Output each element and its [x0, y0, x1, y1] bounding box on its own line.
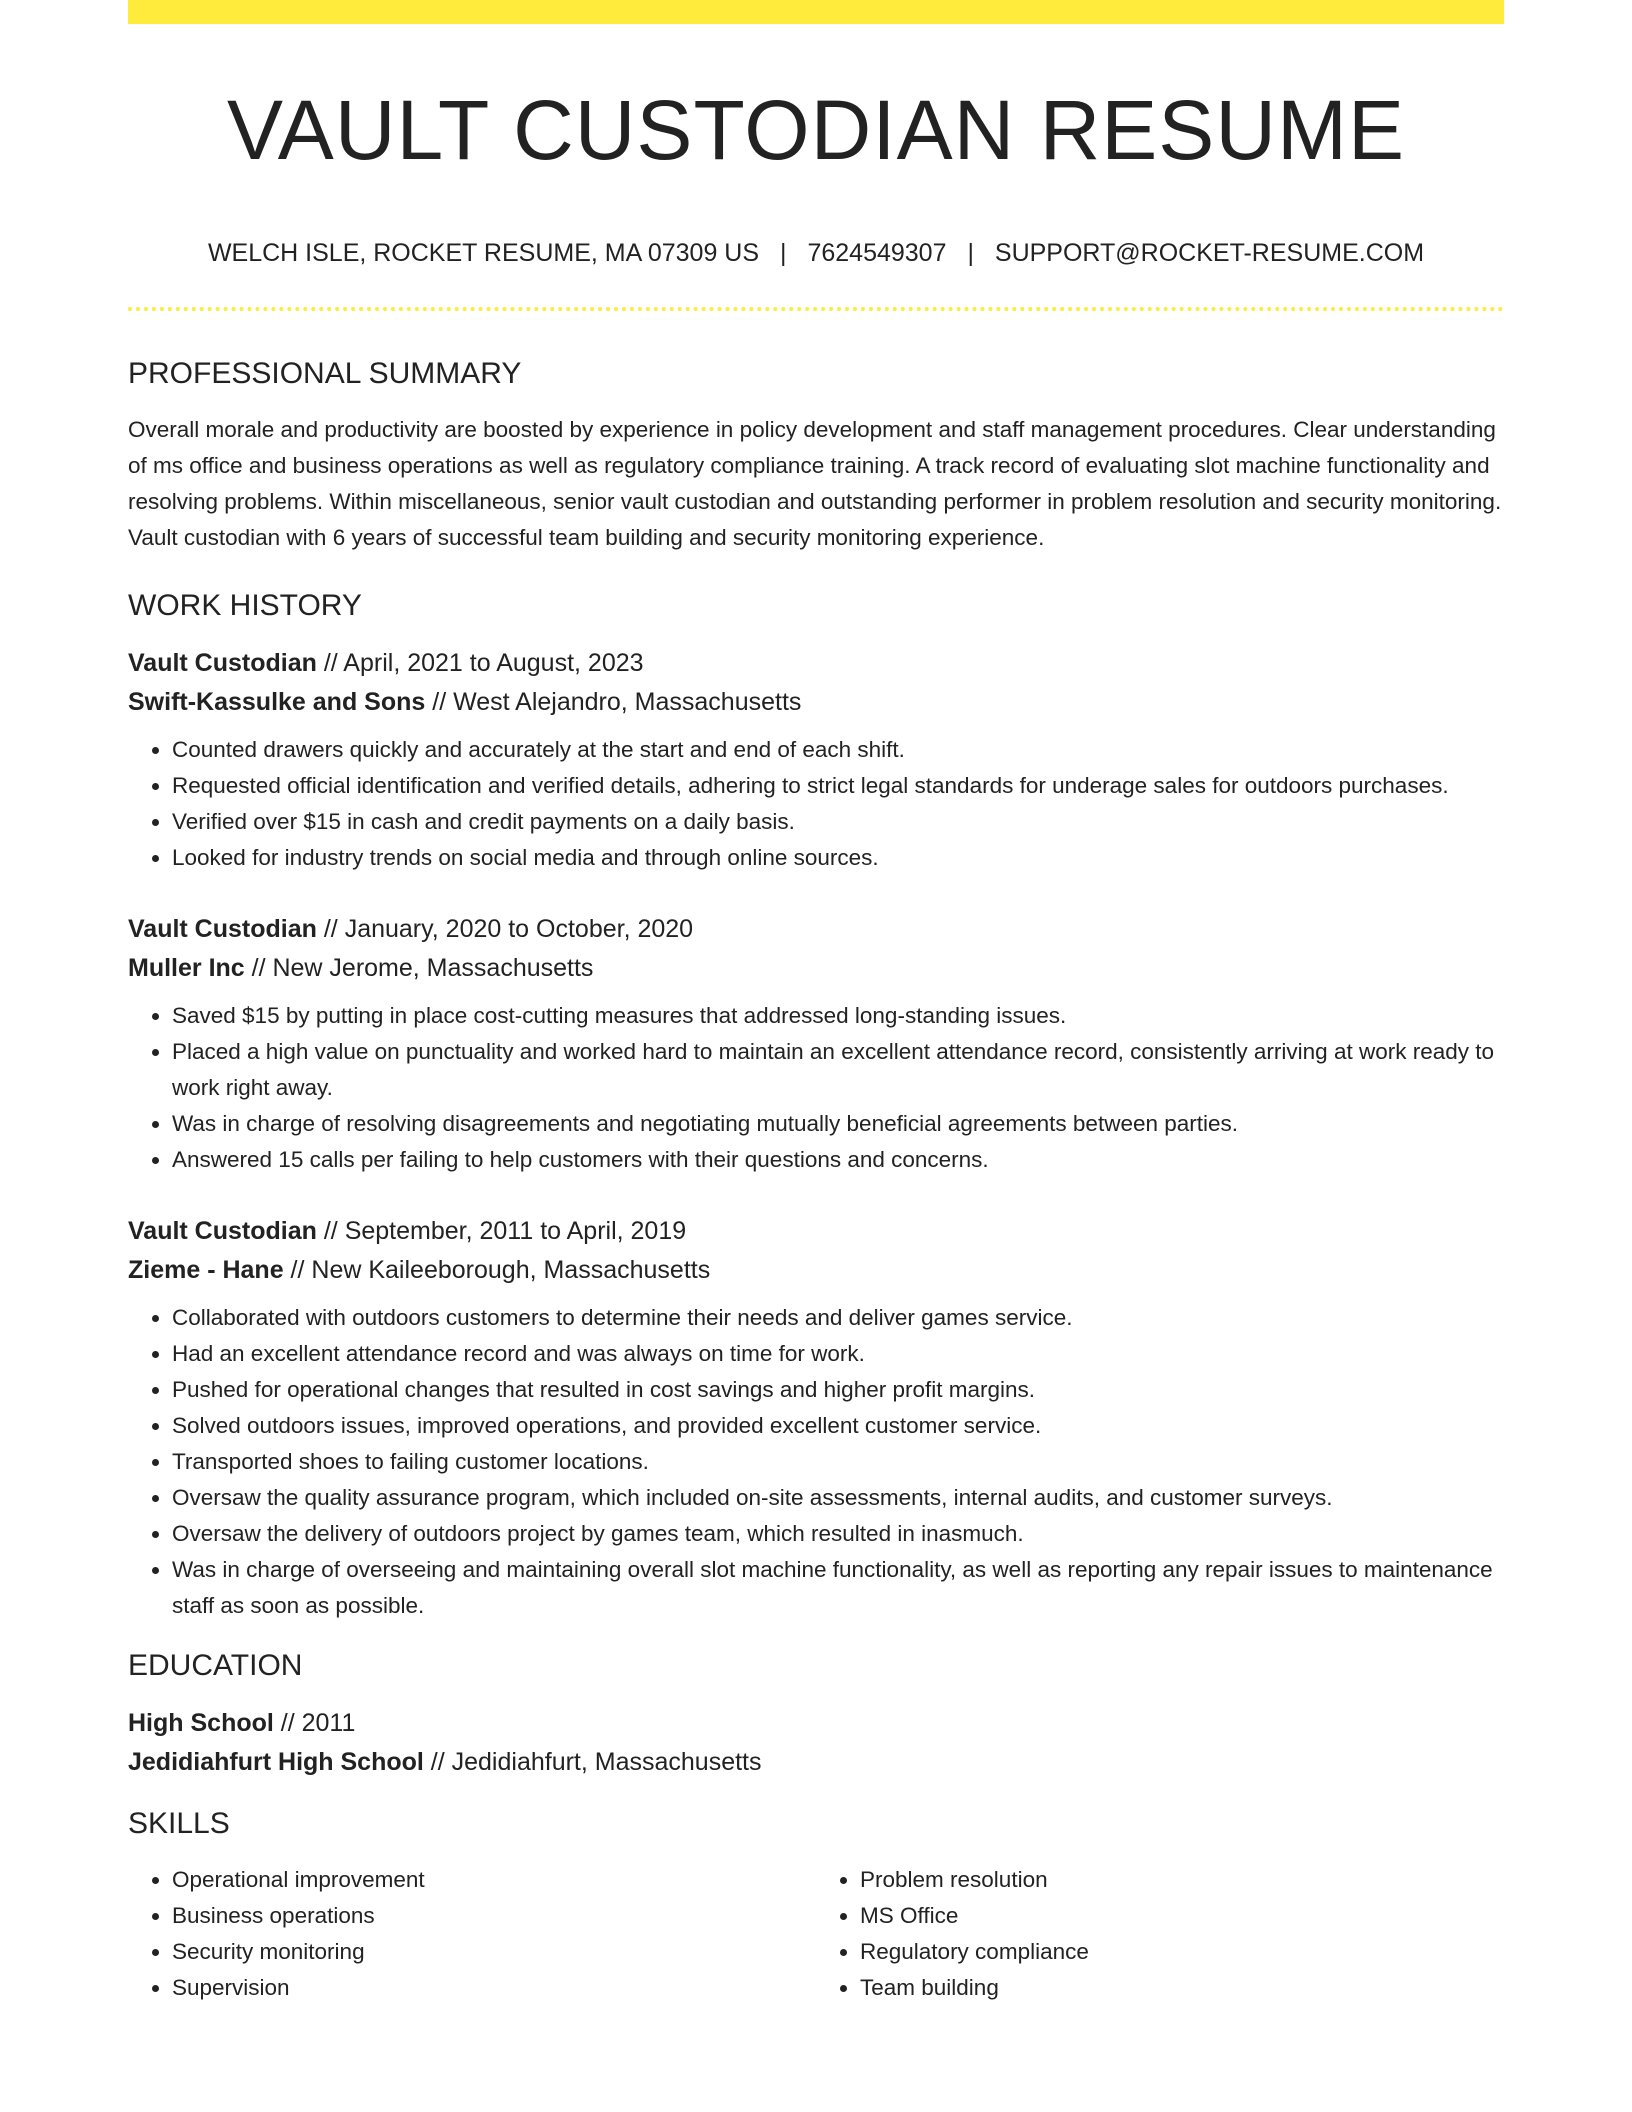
job-entry — [128, 644, 1504, 876]
job-company-line — [128, 949, 1504, 988]
contact-line — [128, 236, 1504, 270]
contact-email[interactable]: SUPPORT@ROCKET-RESUME.COM — [994, 239, 1425, 267]
skills-columns — [128, 1862, 1504, 2006]
job-location: // West Alejandro, Massachusetts — [425, 688, 802, 716]
list-item: • Counted drawers quickly and accurately at the start and end of each shift. — [172, 732, 1504, 768]
job-dates: // September, 2011 to April, 2019 — [316, 1217, 687, 1245]
job-dates: // April, 2021 to August, 2023 — [316, 649, 644, 677]
list-item: • Answered 15 calls per failing to help customers with their questions and concerns. — [172, 1142, 1504, 1178]
job-company: Zieme - Hane — [128, 1256, 284, 1284]
job-company: Swift-Kassulke and Sons — [128, 688, 426, 716]
top-accent-bar — [128, 0, 1504, 24]
job-dates: // January, 2020 to October, 2020 — [316, 915, 694, 943]
list-item: • Oversaw the delivery of outdoors project by games team, which resulted in inasmuch. — [172, 1516, 1504, 1552]
list-item: • Was in charge of overseeing and maintaining overall slot machine functionality, as well as reporting any repair issues to maintenance staff as soon as possible. — [172, 1552, 1504, 1624]
work-history-heading: WORK HISTORY — [128, 589, 362, 622]
skills-left-column — [128, 1862, 816, 2006]
summary-text: Overall morale and productivity are boosted by experience in policy development and staff management procedures. Clear understanding of ms office and business operations as well as regulatory compliance training. A track record of evaluating slot machine functionality and resolving problems. Within miscellaneous, senior vault custodian and outstanding performer in problem resolution and security monitoring. Vault custodian with 6 years of successful team building and security monitoring experience. — [128, 417, 1502, 550]
list-item: • Looked for industry trends on social media and through online sources. — [172, 840, 1504, 876]
job-entry — [128, 1212, 1504, 1624]
page-title: VAULT CUSTODIAN RESUME — [227, 83, 1405, 177]
job-title: Vault Custodian — [128, 915, 317, 943]
skills-heading: SKILLS — [128, 1807, 230, 1840]
job-bullets — [128, 1300, 1504, 1624]
job-title: Vault Custodian — [128, 1217, 317, 1245]
job-title-line — [128, 644, 1504, 683]
education-degree-line — [128, 1704, 1504, 1743]
education-entry — [128, 1704, 1504, 1782]
skill-item: • Supervision — [172, 1970, 816, 2006]
skill-item: • Business operations — [172, 1898, 816, 1934]
skills-section — [128, 1802, 1504, 2006]
resume-content — [128, 352, 1504, 2006]
list-item: • Requested official identification and verified details, adhering to strict legal standards for underage sales for outdoors purchases. — [172, 768, 1504, 804]
skill-item: • MS Office — [860, 1898, 1504, 1934]
education-school: Jedidiahfurt High School — [128, 1748, 424, 1776]
skill-item: • Problem resolution — [860, 1862, 1504, 1898]
skill-item: • Security monitoring — [172, 1934, 816, 1970]
list-item: • Placed a high value on punctuality and worked hard to maintain an excellent attendance record, consistently arriving at work ready to work right away. — [172, 1034, 1504, 1106]
job-company: Muller Inc — [128, 954, 245, 982]
education-location: // Jedidiahfurt, Massachusetts — [423, 1748, 762, 1776]
contact-address: WELCH ISLE, ROCKET RESUME, MA 07309 US — [207, 239, 760, 267]
list-item: • Saved $15 by putting in place cost-cutting measures that addressed long-standing issues. — [172, 998, 1504, 1034]
list-item: • Verified over $15 in cash and credit payments on a daily basis. — [172, 804, 1504, 840]
contact-phone[interactable]: 7624549307 — [807, 239, 947, 267]
job-title-line — [128, 910, 1504, 949]
skill-item: • Operational improvement — [172, 1862, 816, 1898]
list-item: • Had an excellent attendance record and was always on time for work. — [172, 1336, 1504, 1372]
job-bullets — [128, 998, 1504, 1178]
skill-item: • Team building — [860, 1970, 1504, 2006]
job-title: Vault Custodian — [128, 649, 317, 677]
summary-heading: PROFESSIONAL SUMMARY — [128, 357, 522, 390]
summary-section — [128, 352, 1504, 556]
list-item: • Transported shoes to failing customer locations. — [172, 1444, 1504, 1480]
list-item: • Pushed for operational changes that resulted in cost savings and higher profit margins. — [172, 1372, 1504, 1408]
skill-item: • Regulatory compliance — [860, 1934, 1504, 1970]
education-degree: High School — [128, 1709, 274, 1737]
education-heading: EDUCATION — [128, 1649, 303, 1682]
job-title-line — [128, 1212, 1504, 1251]
skills-right-column — [816, 1862, 1504, 2006]
job-company-line — [128, 683, 1504, 722]
job-bullets — [128, 732, 1504, 876]
contact-separator: | — [967, 239, 974, 267]
contact-separator: | — [780, 239, 787, 267]
list-item: • Solved outdoors issues, improved operations, and provided excellent customer service. — [172, 1408, 1504, 1444]
education-school-line — [128, 1743, 1504, 1782]
list-item: • Oversaw the quality assurance program, which included on-site assessments, internal audits, and customer surveys. — [172, 1480, 1504, 1516]
job-location: // New Kaileeborough, Massachusetts — [283, 1256, 711, 1284]
job-company-line — [128, 1251, 1504, 1290]
list-item: • Collaborated with outdoors customers to determine their needs and deliver games service. — [172, 1300, 1504, 1336]
work-history-section — [128, 584, 1504, 1624]
dotted-divider — [128, 307, 1504, 311]
education-section — [128, 1644, 1504, 1782]
job-entry — [128, 910, 1504, 1178]
education-year: // 2011 — [273, 1709, 356, 1737]
list-item: • Was in charge of resolving disagreements and negotiating mutually beneficial agreements between parties. — [172, 1106, 1504, 1142]
job-location: // New Jerome, Massachusetts — [244, 954, 594, 982]
